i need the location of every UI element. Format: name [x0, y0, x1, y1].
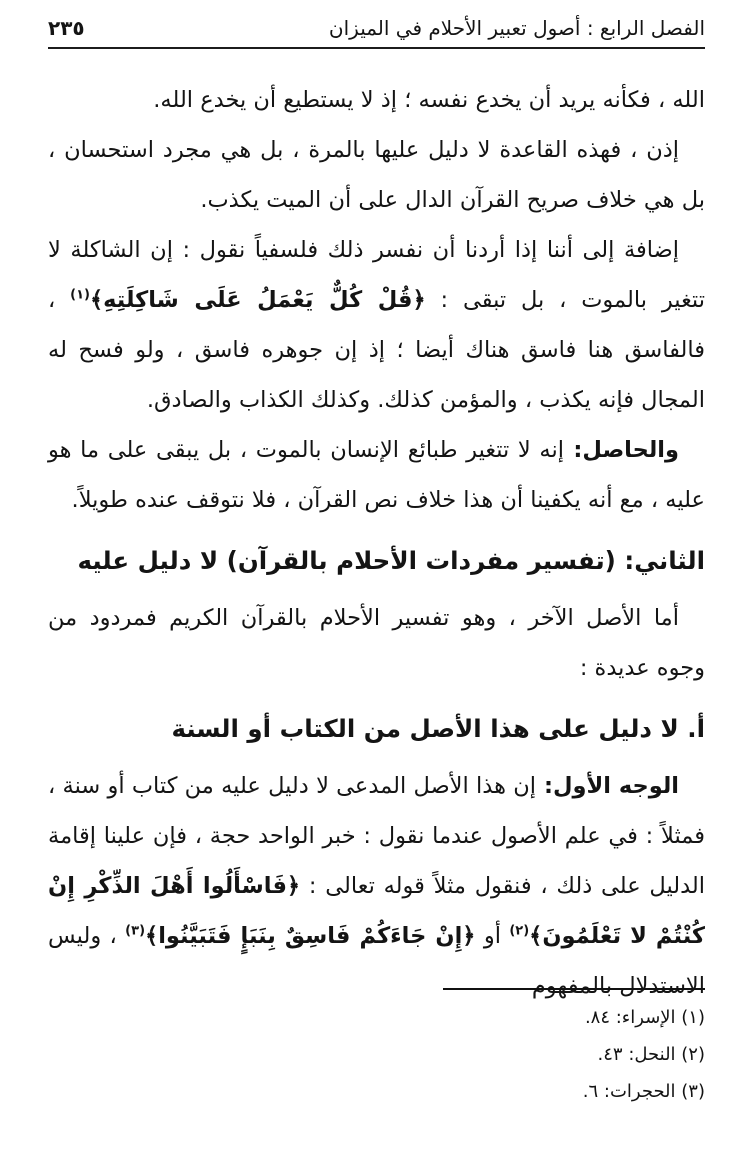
quran-verse: ﴿فَاسْأَلُوا أَهْلَ الذِّكْرِ إِنْ كُنْتُمْ لا تَعْلَمُونَ﴾ — [48, 873, 705, 949]
paragraph-text: إن هذا الأصل المدعى لا دليل عليه من كتاب أو سنة ، فمثلاً : في علم الأصول عندما نقول : خبر الواحد حجة ، فإن علينا إقامة الدليل على ذلك ، فنقول مثلاً قوله تعالى : — [48, 773, 706, 899]
footnote-item: (٢) النحل: ٤٣. — [597, 1044, 705, 1065]
paragraph — [48, 225, 705, 425]
paragraph-text: إضافة إلى أننا إذا أردنا أن نفسر ذلك فلسفياً نقول : إن الشاكلة لا تتغير بالموت ، بل تبقى : — [48, 237, 705, 313]
paragraph-text: إنه لا تتغير طبائع الإنسان بالموت ، بل يبقى على ما هو عليه ، مع أنه يكفينا أن هذا خلاف نص القرآن ، فلا نتوقف عنده طويلاً. — [48, 437, 705, 513]
paragraph-text: أما الأصل الآخر ، وهو تفسير الأحلام بالقرآن الكريم فمردود من وجوه عديدة : — [48, 605, 705, 681]
paragraph-text: إذن ، فهذه القاعدة لا دليل عليها بالمرة ، بل هي مجرد استحسان ، بل هي خلاف صريح القرآن الدال على أن الميت يكذب. — [48, 137, 705, 213]
footnote-item: (١) الإسراء: ٨٤. — [584, 1007, 705, 1028]
footnote-marker-3: (٣) — [125, 923, 146, 939]
footnote-marker-2: (٢) — [509, 923, 530, 939]
paragraph-continuation — [48, 75, 705, 125]
chapter-title: الفصل الرابع : أصول تعبير الأحلام في الميزان — [328, 16, 705, 40]
footnote-marker-1: (١) — [70, 287, 90, 303]
footnote-item: (٣) الحجرات: ٦. — [582, 1081, 705, 1102]
footnotes-section — [443, 988, 705, 1110]
paragraph-text: ، وليس الاستدلال بالمفهوم — [48, 923, 705, 999]
paragraph-text: ، فالفاسق هنا فاسق هناك أيضا ؛ إذ إن جوهره فاسق ، ولو فسح له المجال فإنه يكذب ، والمؤمن كذلك. وكذلك الكذاب والصادق. — [48, 287, 705, 413]
heading-text: أ. لا دليل على هذا الأصل من الكتاب أو السنة — [171, 714, 705, 743]
paragraph-lead: الوجه الأول: — [536, 773, 679, 799]
heading-text: الثاني: (تفسير مفردات الأحلام بالقرآن) لا دليل عليه — [77, 546, 705, 575]
page-header — [48, 16, 705, 49]
paragraph-text: الله ، فكأنه يريد أن يخدع نفسه ؛ إذ لا يستطيع أن يخدع الله. — [153, 87, 705, 113]
body-text — [48, 75, 705, 1011]
page-number: ٢٣٥ — [48, 16, 85, 40]
paragraph-text: أو — [475, 923, 510, 949]
quran-verse: ﴿إِنْ جَاءَكُمْ فَاسِقٌ بِنَبَإٍ فَتَبَيَّنُوا﴾ — [145, 923, 476, 949]
section-heading-second-principle — [48, 536, 705, 586]
paragraph-first-aspect — [48, 761, 705, 1011]
paragraph — [48, 125, 705, 225]
paragraph-lead: والحاصل: — [564, 437, 679, 463]
subsection-heading-a — [48, 704, 705, 754]
paragraph — [48, 593, 705, 693]
paragraph-summary — [48, 425, 705, 525]
quran-verse: ﴿قُلْ كُلٌّ يَعْمَلُ عَلَى شَاكِلَتِهِ﴾ — [89, 287, 426, 313]
